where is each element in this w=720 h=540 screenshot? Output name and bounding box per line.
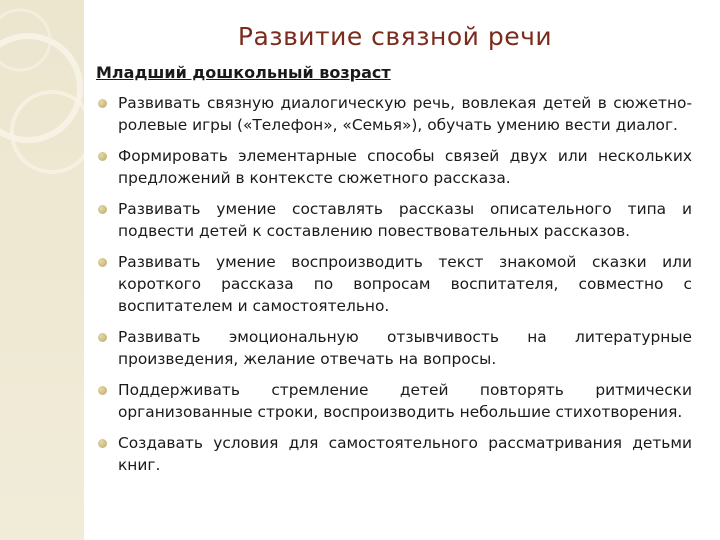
list-item [96, 198, 692, 242]
bullet-icon [98, 258, 107, 267]
bullet-icon [98, 99, 107, 108]
list-item-text: Создавать условия для самостоятельного рассматривания детьми книг. [118, 434, 692, 474]
list-item-text: Развивать умение воспроизводить текст знакомой сказки или короткого рассказа по вопросам воспитателя, совместно с воспитателем и самостоятельно. [118, 253, 692, 315]
decorative-circles [0, 0, 84, 540]
list-item [96, 251, 692, 317]
list-item [96, 145, 692, 189]
bullet-icon [98, 152, 107, 161]
slide-title: Развитие связной речи [237, 22, 553, 51]
bullet-icon [98, 205, 107, 214]
bullet-list [96, 92, 692, 485]
list-item [96, 432, 692, 476]
list-item-text: Развивать умение составлять рассказы описательного типа и подвести детей к составлению повествовательных рассказов. [118, 200, 692, 240]
list-item [96, 92, 692, 136]
bullet-icon [98, 386, 107, 395]
bullet-icon [98, 333, 107, 342]
list-item-text: Развивать эмоциональную отзывчивость на литературные произведения, желание отвечать на вопросы. [118, 328, 692, 368]
bullet-icon [98, 439, 107, 448]
section-subtitle: Младший дошкольный возраст [96, 63, 391, 82]
decorative-sidebar [0, 0, 84, 540]
list-item-text: Развивать связную диалогическую речь, вовлекая детей в сюжетно-ролевые игры («Телефон», «Семья»), обучать умению вести диалог. [118, 94, 692, 134]
list-item-text: Поддерживать стремление детей повторять ритмически организованные строки, воспроизводить небольшие стихотворения. [118, 381, 692, 421]
list-item [96, 326, 692, 370]
list-item [96, 379, 692, 423]
list-item-text: Формировать элементарные способы связей двух или нескольких предложений в контексте сюжетного рассказа. [118, 147, 692, 187]
